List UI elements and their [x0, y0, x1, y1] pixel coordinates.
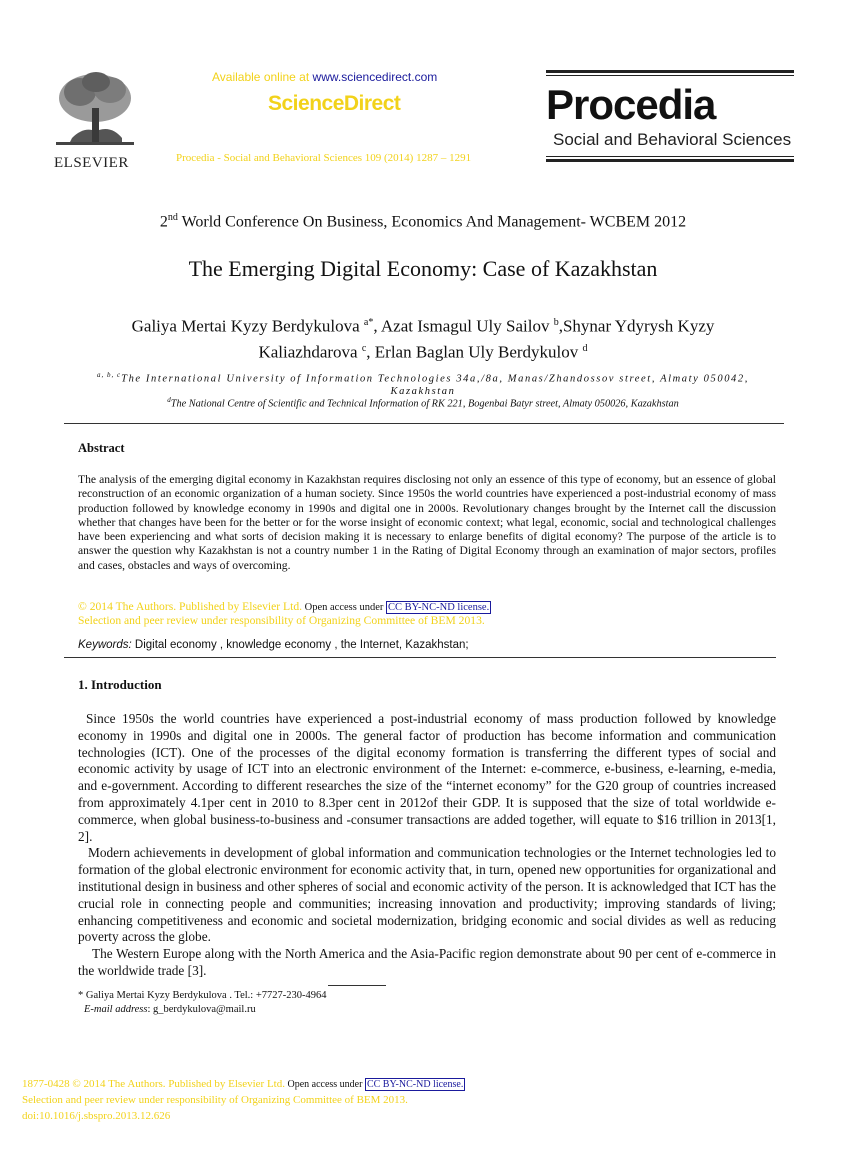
available-online: Available online at www.sciencedirect.com [212, 70, 438, 84]
paper-title: The Emerging Digital Economy: Case of Kazakhstan [188, 256, 658, 281]
procedia-rule-top-thin [546, 75, 794, 76]
header-divider [64, 423, 784, 424]
intro-paragraph-1: Since 1950s the world countries have experienced a post-industrial economy of mass production followed by knowledge economy in 1990s and digital one in 2000s. The general factor of production has become information and communication technologies (ICT). One of the processes of the digital economy formation is transferring the different types of social and economic activity by usage of ICT into an electronic environment of the Internet: e-commerce, e-business, e-learning, e-media, and e-government. According to different researches the size of the “internet economy” for the G20 group of countries increased from approximately 4.1per cent in 2010 to 8.3per cent in 2012of their GDP. It is supposed that the size of total worldwide e-commerce, when global business-to-business and -consumer transactions are added together, will equate to $16 trillion in 2013[1, 2]. [78, 711, 776, 844]
footnote-author: * Galiya Mertai Kyzy Berdykulova . Tel.: +7727-230-4964 [78, 990, 327, 1001]
intro-paragraph-2: Modern achievements in development of global information and communication technologies or the Internet technologies led to formation of the global electronic environment for economic activity that, in turn, opened new opportunities for organizational and institutional design in business and other spheres of social and economic activity of the person. It is acknowledged that ICT has the crucial role in connecting people and communities; increasing innovation and productivity; improving standards of living; enhancing competitiveness and economic and societal modernization, bridging economic and social divides as well as reducing poverty across the globe. [78, 845, 776, 945]
footnote-rule [328, 985, 386, 986]
footnote-email: E-mail address: g_berdykulova@mail.ru [84, 1004, 256, 1015]
footer-issn-line: 1877-0428 © 2014 The Authors. Published by Elsevier Ltd. Open access under CC BY-NC-ND license. [22, 1078, 464, 1090]
abstract-copyright: © 2014 The Authors. Published by Elsevier Ltd. Open access under CC BY-NC-ND license. [78, 600, 490, 613]
conference-name: 2nd World Conference On Business, Economics And Management- WCBEM 2012 [159, 212, 687, 231]
footer-doi: doi:10.1016/j.sbspro.2013.12.626 [22, 1110, 171, 1122]
footer-peer-review: Selection and peer review under responsibility of Organizing Committee of BEM 2013. [22, 1094, 408, 1106]
abstract-license-link[interactable]: CC BY-NC-ND license. [388, 602, 490, 613]
introduction-body [78, 711, 776, 980]
procedia-rule-bottom-thick [546, 159, 794, 162]
sciencedirect-url-link[interactable]: www.sciencedirect.com [312, 70, 438, 84]
affiliation-abc: $^{a, b, c}$The International University of Information Technologies 34a,/8a, Manas/Zhandossov street, Almaty 050042, Kazakhstan [97, 371, 749, 397]
sciencedirect-logo: ScienceDirect [268, 92, 401, 115]
footer-license-link[interactable]: CC BY-NC-ND license. [366, 1079, 464, 1090]
publisher-name: ELSEVIER [54, 155, 129, 171]
introduction-heading: 1. Introduction [78, 677, 162, 692]
elsevier-logo [52, 68, 142, 171]
procedia-journal-subtitle: Social and Behavioral Sciences [553, 130, 792, 149]
abstract-text: The analysis of the emerging digital economy in Kazakhstan requires disclosing not only an essence of this type of economy, but an essence of global reconstruction of an economic organization of a human society. Since 1950s the world countries have experienced a post-industrial economy of mass production followed by knowledge economy in 1990s and digital one in 2000s. Revolutionary changes brought by the Internet call the discussion whether that changes have been for the better or for the worse insight of economic context; what legal, economic, social and technological challenges have been experiencing and what sorts of decision making it is necessary to enlarge benefits of digital economy? The purpose of the article is to answer the question why Kazakhstan is not a country number 1 in the Rating of Digital Economy through an examination of major sectors, profiles and cases, obstacles and ways of overcoming. [78, 473, 776, 572]
keywords: Keywords: Digital economy , knowledge economy , the Internet, Kazakhstan; [78, 639, 469, 651]
journal-citation: Procedia - Social and Behavioral Sciences 109 (2014) 1287 – 1291 [176, 152, 472, 164]
elsevier-tree-icon [52, 68, 138, 148]
abstract-divider [64, 657, 776, 658]
abstract-heading: Abstract [78, 441, 125, 455]
affiliation-d: $^d$The National Centre of Scientific and Technical Information of RK 221, Bogenbai Batyr street, Almaty 050026, Kazakhstan [167, 396, 679, 410]
procedia-journal-name: Procedia [546, 81, 716, 128]
author-list: Galiya Mertai Kyzy Berdykulova $^{a*}$, Azat Ismagul Uly Sailov $^b$,Shynar Ydyrysh Kyzy Kaliazhdarova $^c$, Erlan Baglan Uly Berdykulov $^d$ [131, 316, 715, 362]
procedia-rule-bottom [546, 156, 794, 157]
abstract-peer-review: Selection and peer review under responsibility of Organizing Committee of BEM 2013. [78, 614, 485, 627]
email-address: : g_berdykulova@mail.ru [147, 1004, 256, 1015]
intro-paragraph-3: The Western Europe along with the North America and the Asia-Pacific region demonstrate about 90 per cent of e-commerce in the worldwide trade [3]. [78, 946, 776, 978]
procedia-rule-top [546, 70, 794, 73]
